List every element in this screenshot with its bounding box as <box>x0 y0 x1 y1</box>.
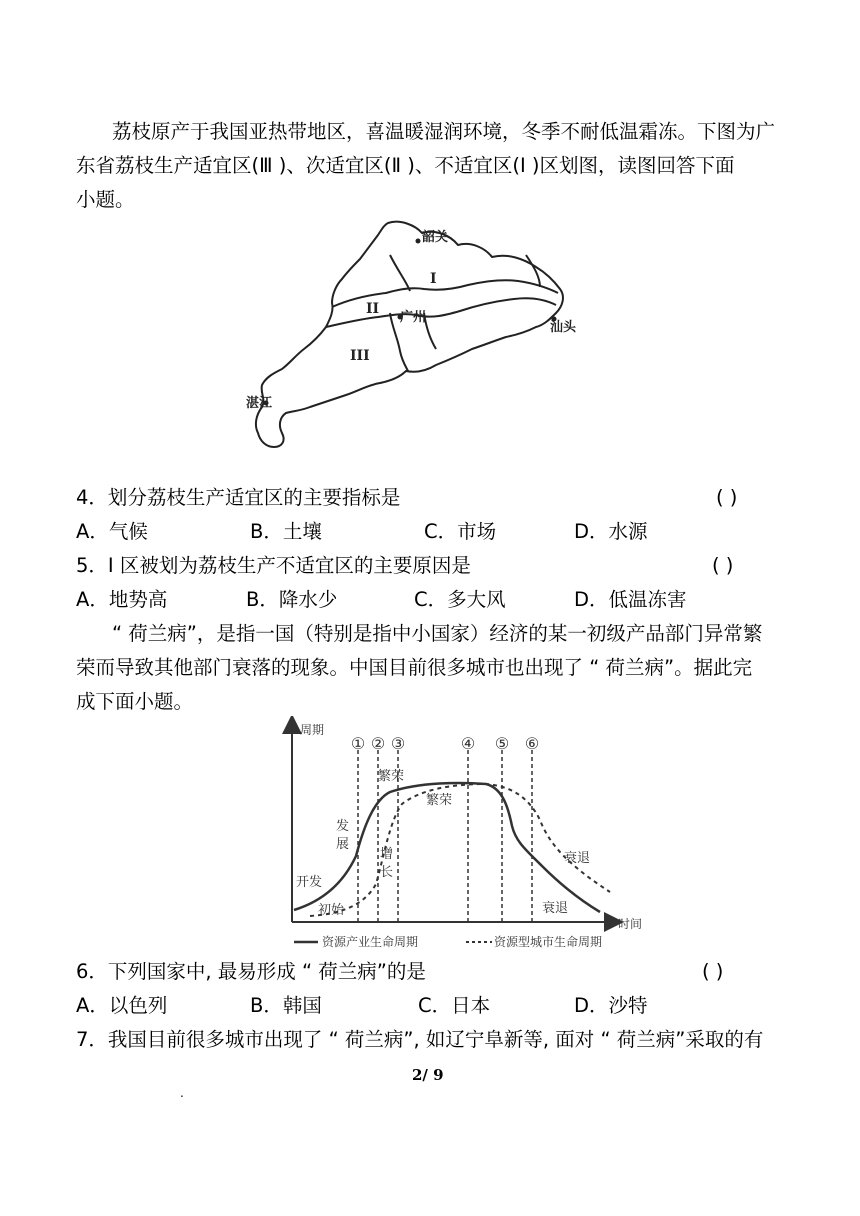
intro1-line3: 小题。 <box>76 188 135 211</box>
footer-mark: . <box>180 1086 184 1100</box>
stage-growth: 增长 <box>380 847 394 880</box>
q4-option-b: B．土壤 <box>250 520 322 543</box>
q6-option-a: A．以色列 <box>76 994 168 1017</box>
marker-6: ⑥ <box>524 734 540 753</box>
map-label-guangzhou: 广州 <box>400 310 427 325</box>
q4-option-d: D．水源 <box>574 520 648 543</box>
q4-stem: 4．划分荔枝生产适宜区的主要指标是 <box>76 486 401 509</box>
marker-3: ③ <box>390 734 406 753</box>
map-label-shaoguan: 韶关 <box>422 230 449 245</box>
q6-option-c: C．日本 <box>418 994 491 1017</box>
marker-5: ⑤ <box>494 734 510 753</box>
q5-option-b: B．降水少 <box>246 588 338 611</box>
stage-prosper-dashed: 繁荣 <box>426 793 453 808</box>
litchi-zone-map <box>240 215 580 455</box>
q6-stem: 6．下列国家中, 最易形成 “ 荷兰病”的是 <box>76 960 426 983</box>
q6-option-d: D．沙特 <box>574 994 648 1017</box>
stage-prosper-solid: 繁荣 <box>378 769 405 784</box>
marker-2: ② <box>370 734 386 753</box>
stage-develop-open: 开发 <box>296 875 323 890</box>
marker-4: ④ <box>460 734 476 753</box>
intro2-line2: 荣而导致其他部门衰落的现象。中国目前很多城市也出现了 “ 荷兰病”。据此完 <box>76 656 753 679</box>
map-label-zhanjiang: 湛江 <box>246 396 273 411</box>
intro2-line1: “ 荷兰病”，是指一国（特别是指中小国家）经济的某一初级产品部门异常繁 <box>112 622 763 645</box>
q4-answer-bracket: ( ) <box>716 486 738 509</box>
y-axis-label: 周期 <box>300 723 325 737</box>
map-zone-III: III <box>350 348 370 364</box>
intro2-line3: 成下面小题。 <box>76 690 194 713</box>
marker-1: ① <box>350 734 366 753</box>
city-curve <box>310 784 610 916</box>
stage-decline-dashed: 衰退 <box>564 851 591 866</box>
q4-option-a: A．气候 <box>76 520 148 543</box>
legend-dashed-label: 资源型城市生命周期 <box>494 935 603 949</box>
stage-decline-solid: 衰退 <box>542 901 569 916</box>
q7-stem: 7．我国目前很多城市出现了 “ 荷兰病”, 如辽宁阜新等, 面对 “ 荷兰病”采取的有 <box>76 1028 764 1051</box>
q5-stem: 5．Ⅰ 区被划为荔枝生产不适宜区的主要原因是 <box>76 554 471 577</box>
q5-option-c: C．多大风 <box>414 588 506 611</box>
boundary-inner <box>390 255 410 291</box>
lifecycle-chart <box>280 716 660 952</box>
q5-option-d: D．低温冻害 <box>574 588 687 611</box>
page-number: 2/ 9 <box>412 1066 444 1084</box>
map-label-shantou: 汕头 <box>550 320 577 335</box>
q4-option-c: C．市场 <box>424 520 497 543</box>
intro1-line2: 东省荔枝生产适宜区(Ⅲ )、次适宜区(Ⅱ )、不适宜区(Ⅰ )区划图，读图回答下面 <box>76 154 735 177</box>
stage-initial: 初始 <box>318 903 345 918</box>
stage-develop: 发展 <box>336 819 350 852</box>
map-zone-II: II <box>366 301 380 317</box>
legend-solid-label: 资源产业生命周期 <box>322 935 419 949</box>
q5-option-a: A．地势高 <box>76 588 168 611</box>
intro1-line1: 荔枝原产于我国亚热带地区，喜温暖湿润环境，冬季不耐低温霜冻。下图为广 <box>112 120 776 143</box>
map-zone-I: I <box>430 271 437 287</box>
q5-answer-bracket: ( ) <box>712 554 734 577</box>
province-outline <box>256 222 563 447</box>
boundary-south <box>326 298 556 327</box>
x-axis-label: 时间 <box>618 917 643 931</box>
q6-option-b: B．韩国 <box>250 994 322 1017</box>
q6-answer-bracket: ( ) <box>702 960 724 983</box>
